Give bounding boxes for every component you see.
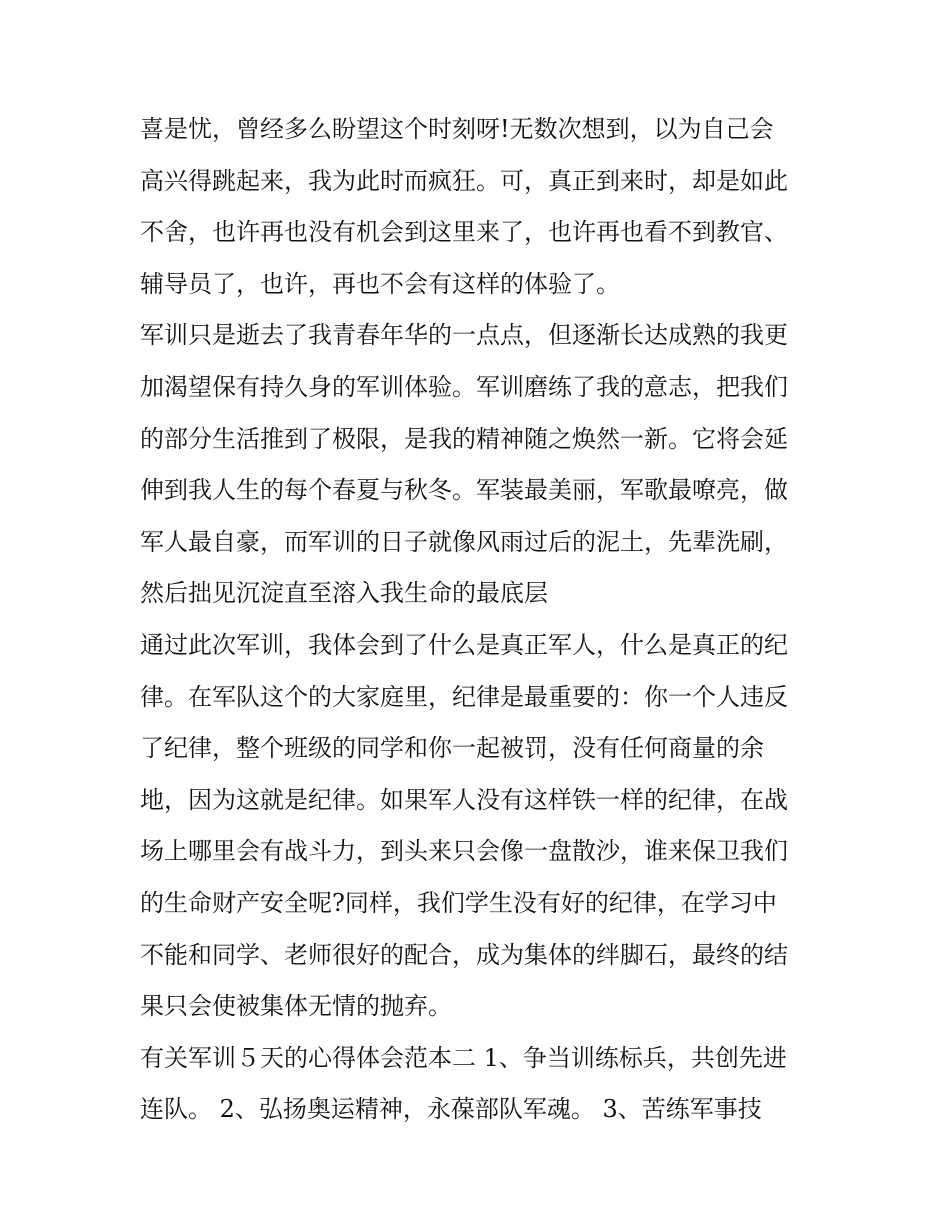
text-line: 连队。 2、弘扬奥运精神，永葆部队军魂。 3、苦练军事技: [140, 1095, 762, 1124]
paragraph-4: [140, 1033, 815, 1136]
text-line: 不舍，也许再也没有机会到这里来了，也许再也看不到教官、: [140, 218, 788, 247]
text-line: 律。在军队这个的大家庭里，纪律是最重要的：你一个人违反: [140, 682, 788, 711]
text-line: 了纪律，整个班级的同学和你一起被罚，没有任何商量的余: [140, 734, 764, 763]
text-line: 伸到我人生的每个春夏与秋冬。军装最美丽，军歌最嘹亮，做: [140, 476, 788, 505]
text-line: 军训只是逝去了我青春年华的一点点，但逐渐长达成熟的我更: [140, 321, 788, 350]
text-line: 的部分生活推到了极限，是我的精神随之焕然一新。它将会延: [140, 424, 788, 453]
text-line: 果只会使被集体无情的抛弃。: [140, 992, 452, 1021]
text-line: 不能和同学、老师很好的配合，成为集体的绊脚石，最终的结: [140, 940, 788, 969]
text-line: 喜是忧，曾经多么盼望这个时刻呀!无数次想到，以为自己会: [140, 115, 774, 143]
text-line: 高兴得跳起来，我为此时而疯狂。可，真正到来时，却是如此: [140, 166, 788, 195]
text-line: 有关军训５天的心得体会范本二 1、争当训练标兵，共创先进: [140, 1043, 787, 1072]
text-line: 然后拙见沉淀直至溶入我生命的最底层: [140, 579, 548, 608]
paragraph-1: [140, 104, 815, 310]
document-body: [140, 104, 815, 1136]
text-line: 场上哪里会有战斗力，到头来只会像一盘散沙，谁来保卫我们: [140, 837, 788, 866]
paragraph-3: [140, 620, 815, 1033]
text-line: 通过此次军训，我体会到了什么是真正军人，什么是真正的纪: [140, 630, 788, 659]
text-line: 辅导员了，也许，再也不会有这样的体验了。: [140, 269, 620, 298]
text-line: 地，因为这就是纪律。如果军人没有这样铁一样的纪律，在战: [140, 785, 788, 814]
text-line: 的生命财产安全呢?同样，我们学生没有好的纪律，在学习中: [140, 888, 777, 917]
paragraph-2: [140, 310, 815, 620]
text-line: 加渴望保有持久身的军训体验。军训磨练了我的意志，把我们: [140, 372, 788, 401]
text-line: 军人最自豪，而军训的日子就像风雨过后的泥土，先辈洗刷，: [140, 527, 788, 556]
